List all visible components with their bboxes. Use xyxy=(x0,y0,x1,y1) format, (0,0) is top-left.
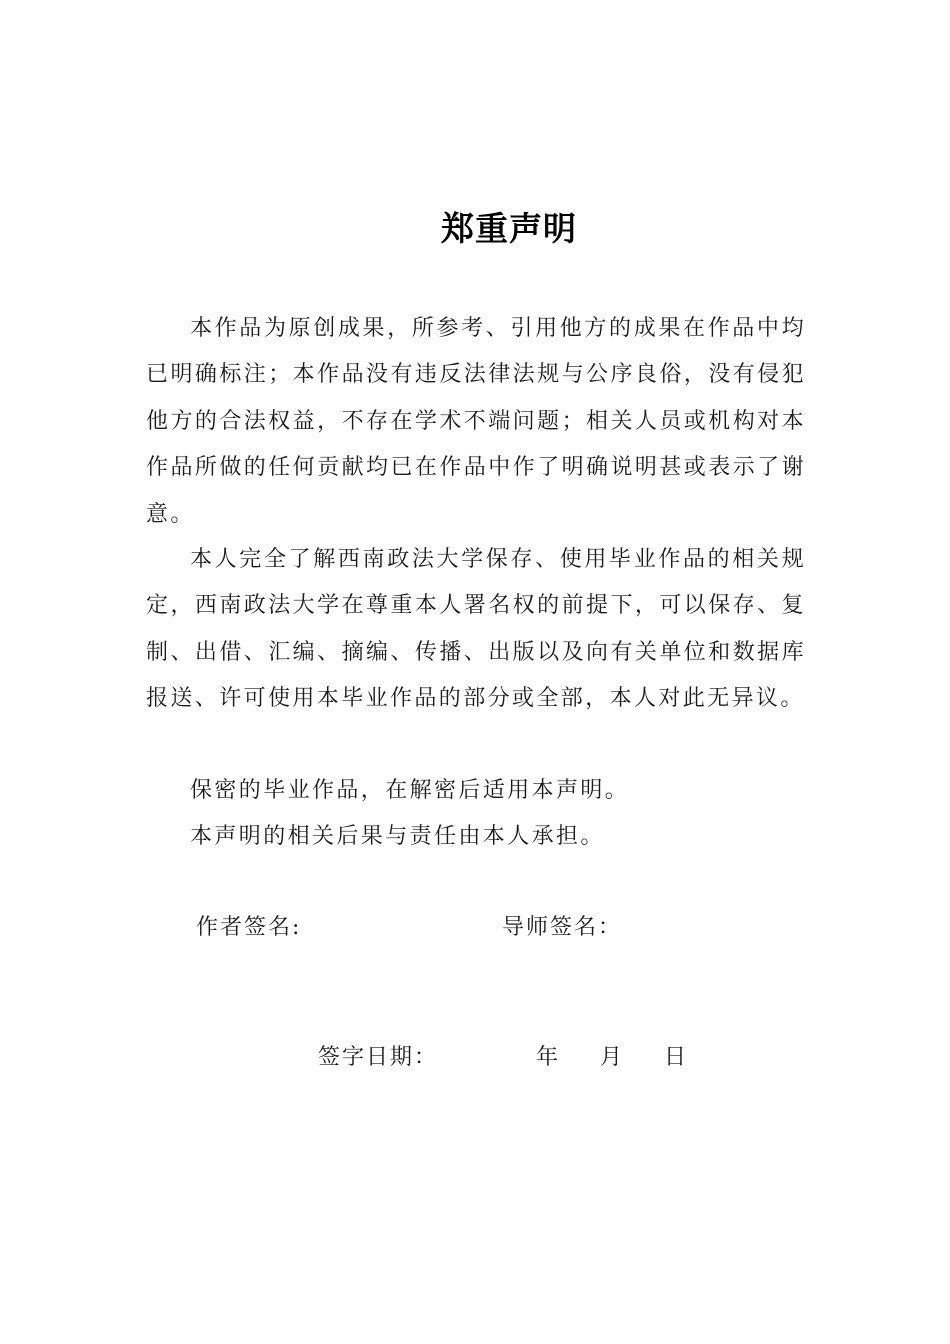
date-month-label: 月 xyxy=(600,1045,625,1070)
declaration-paragraph-confidential: 保密的毕业作品，在解密后适用本声明。 xyxy=(190,778,630,803)
declaration-paragraph-usage-rights: 本人完全了解西南政法大学保存、使用毕业作品的相关规定，西南政法大学在尊重本人署名权的前提下，可以保存、复制、出借、汇编、摘编、传播、出版以及向有关单位和数据库报送、许可使用本毕业作品的部分或全部，本人对此无异议。 xyxy=(146,547,806,712)
page-title: 郑重声明 xyxy=(441,209,577,248)
declaration-paragraph-responsibility: 本声明的相关后果与责任由本人承担。 xyxy=(190,824,605,849)
declaration-paragraph-originality: 本作品为原创成果，所参考、引用他方的成果在作品中均已明确标注；本作品没有违反法律法规与公序良俗，没有侵犯他方的合法权益，不存在学术不端问题；相关人员或机构对本作品所做的任何贡献均已在作品中作了明确说明甚或表示了谢意。 xyxy=(146,316,806,527)
date-day-label: 日 xyxy=(664,1045,689,1070)
signature-date-label: 签字日期： xyxy=(318,1045,439,1070)
author-signature-label: 作者签名: xyxy=(196,915,302,940)
advisor-signature-label: 导师签名： xyxy=(502,915,623,940)
date-year-label: 年 xyxy=(536,1045,561,1070)
